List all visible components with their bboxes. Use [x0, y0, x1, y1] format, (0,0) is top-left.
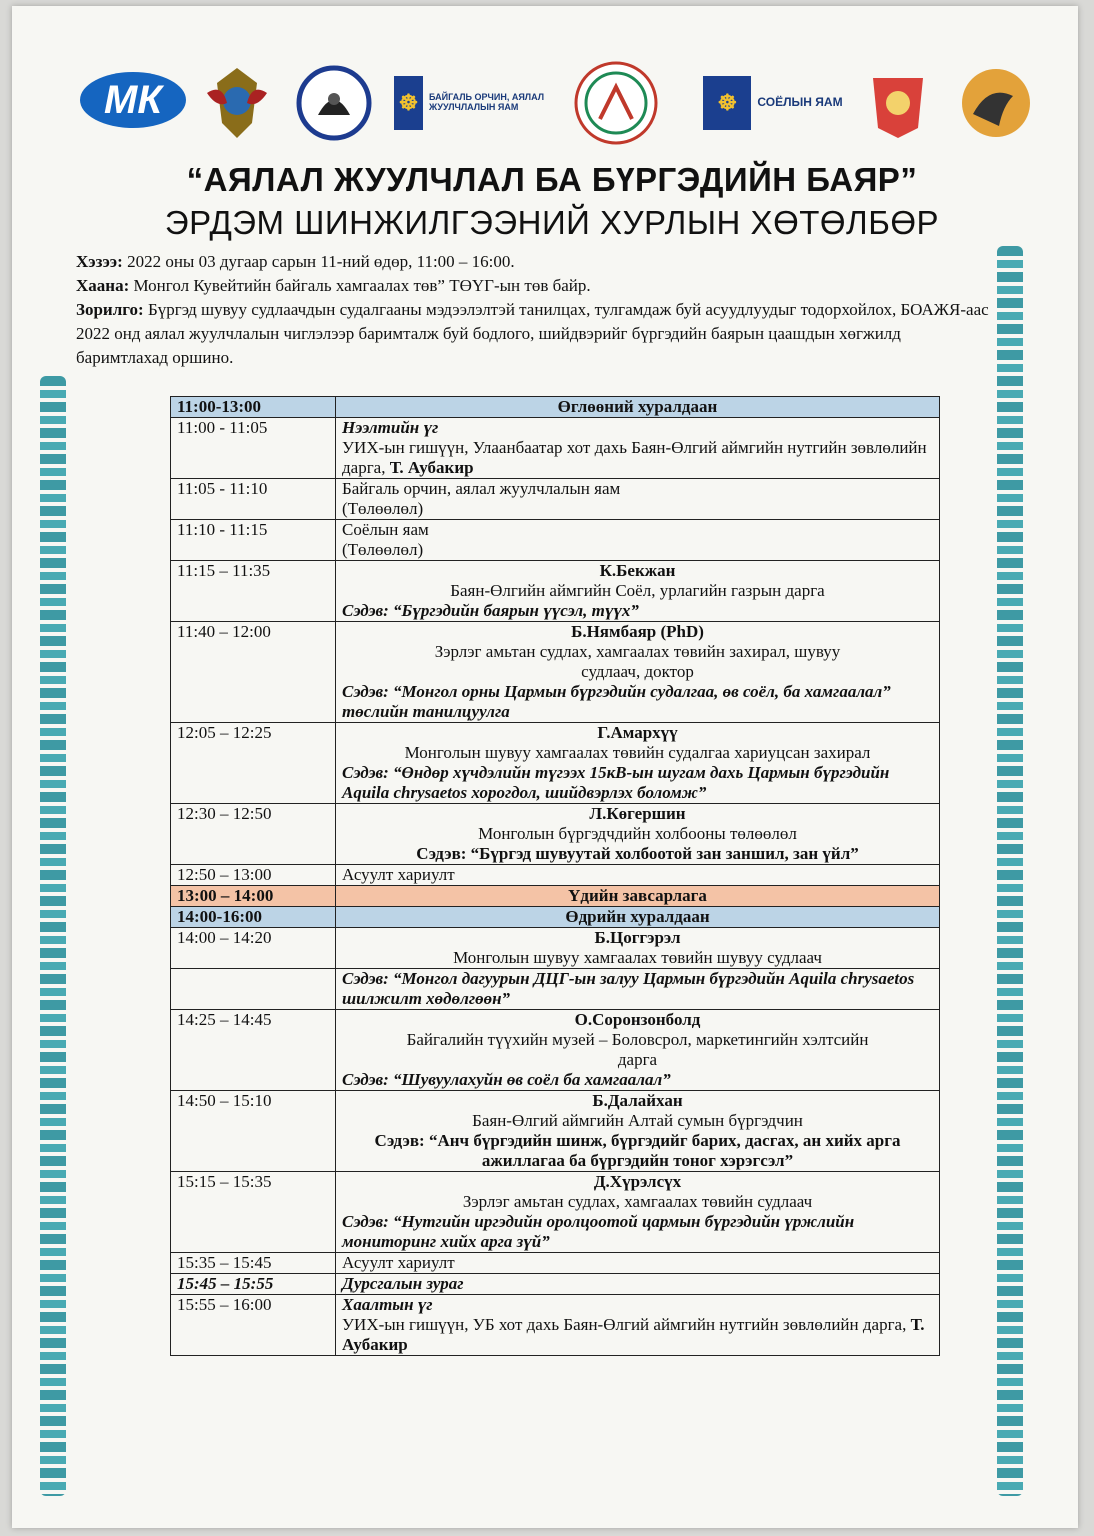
police-emblem-icon: [202, 58, 272, 148]
table-row: 12:50 – 13:00 Асуулт хариулт: [171, 865, 940, 886]
table-row: 15:55 – 16:00 Хаалтын үг УИХ-ын гишүүн, УБ хот дахь Баян-Өлгий аймгийн нутгийн зөвлөлийн дарга, Т. Аубакир: [171, 1295, 940, 1356]
when-line: Хэзээ: 2022 оны 03 дугаар сарын 11-ний өдөр, 11:00 – 16:00.: [76, 252, 515, 271]
session-header-row: 14:00-16:00 Өдрийн хуралдаан: [171, 907, 940, 928]
table-row: 11:40 – 12:00 Б.Нямбаяр (PhD) Зэрлэг амьтан судлах, хамгаалах төвийн захирал, шувуу судлаач, доктор Сэдэв: “Монгол орны Цармын бүргэдийн судалгаа, өв соёл, ба хамгаалал” төслийн танилцуулга: [171, 622, 940, 723]
table-row: 11:15 – 11:35 К.Бекжан Баян-Өлгийн аймгийн Соёл, урлагийн газрын дарга Сэдэв: “Бүргэдийн баярын үүсэл, түүх”: [171, 561, 940, 622]
table-row: 15:35 – 15:45 Асуулт хариулт: [171, 1253, 940, 1274]
environment-ministry-logo: ☸ БАЙГАЛЬ ОРЧИН, АЯЛАЛ ЖУУЛЧЛАЛЫН ЯАМ: [394, 58, 554, 148]
eagle-festival-logo: [958, 58, 1034, 148]
session-header-row: 11:00-13:00 Өглөөний хуралдаан: [171, 397, 940, 418]
program-sheet: [12, 6, 1078, 1528]
page-subtitle: ЭРДЭМ ШИНЖИЛГЭЭНИЙ ХУРЛЫН ХӨТӨЛБӨР: [164, 204, 940, 241]
table-row: 11:05 - 11:10 Байгаль орчин, аялал жуулчлалын яам (Төлөөлөл): [171, 479, 940, 520]
ornament-border-left: [40, 376, 66, 1496]
mk-logo: МК: [80, 72, 186, 128]
culture-ministry-logo: ☸ СОЁЛЫН ЯАМ: [698, 58, 848, 148]
table-row: 14:25 – 14:45 О.Соронзонболд Байгалийн түүхийн музей – Боловсрол, маркетингийн хэлтсийн дарга Сэдэв: “Шувуулахуйн өв соёл ба хамгаалал”: [171, 1010, 940, 1091]
logo-row: [72, 58, 1032, 154]
page-title: “АЯЛАЛ ЖУУЛЧЛАЛ БА БҮРГЭДИЙН БАЯР”: [186, 161, 918, 198]
table-row: Сэдэв: “Монгол дагуурын ДЦГ-ын залуу Цармын бүргэдийн Aquila chrysaetos шилжилт хөдөлгөөн”: [171, 969, 940, 1010]
lunch-break-row: 13:00 – 14:00 Үдийн завсарлага: [171, 886, 940, 907]
ornament-border-right: [997, 246, 1023, 1496]
soyombo-icon: ☸: [703, 76, 751, 130]
table-row: 12:05 – 12:25 Г.Амархүү Монголын шувуу хамгаалах төвийн судалгаа хариуцсан захирал Сэдэв: “Өндөр хүчдэлийн түгээх 15кВ-ын шугам дахь Цармын бүргэдийн Aquila chrysaetos хорогдол, шийдвэрлэх боломж”: [171, 723, 940, 804]
table-row: 11:10 - 11:15 Соёлын яам (Төлөөлөл): [171, 520, 940, 561]
goal-line: Зорилго: Бүргэд шувуу судлаачдын судалгааны мэдээлэлтэй танилцах, тулгамдаж буй асуудлуудыг тодорхойлох, БОАЖЯ-аас 2022 онд аялал жуулчлалын чиглэлээр баримталж буй бодлого, шийдвэрийг бүргэдийн баярын цаашдын хөгжилд баримтлахад оршино.: [76, 300, 989, 367]
where-line: Хаана: Монгол Кувейтийн байгаль хамгаалах төв” ТӨҮГ-ын төв байр.: [76, 276, 591, 295]
table-row: 14:50 – 15:10 Б.Далайхан Баян-Өлгий аймгийн Алтай сумын бүргэдчин Сэдэв: “Анч бүргэдийн шинж, бүргэдийг барих, дасгах, ан хийх арга ажиллагаа ба бүргэдийн тоног хэрэгсэл”: [171, 1091, 940, 1172]
bayan-olgii-logo: [570, 58, 662, 148]
table-row: 14:00 – 14:20 Б.Цоггэрэл Монголын шувуу хамгаалах төвийн шувуу судлаач: [171, 928, 940, 969]
table-row: 15:45 – 15:55 Дурсгалын зураг: [171, 1274, 940, 1295]
schedule-table: [170, 396, 940, 1356]
table-row: 12:30 – 12:50 Л.Көгершин Монголын бүргэдчдийн холбооны төлөөлөл Сэдэв: “Бүргэд шувуутай холбоотой зан заншил, зан үйл”: [171, 804, 940, 865]
kazakh-emblem-icon: [862, 58, 934, 148]
intro-block: [76, 250, 996, 370]
table-row: 11:00 - 11:05 Нээлтийн үг УИХ-ын гишүүн, Улаанбаатар хот дахь Баян-Өлгий аймгийн нутгийн зөвлөлийн дарга, Т. Аубакир: [171, 418, 940, 479]
soyombo-icon: ☸: [394, 76, 423, 130]
table-row: 15:15 – 15:35 Д.Хүрэлсүх Зэрлэг амьтан судлах, хамгаалах төвийн судлаач Сэдэв: “Нутгийн иргэдийн оролцоотой цармын бүргэдийн үржлийн мониторинг хийх арга зүй”: [171, 1172, 940, 1253]
eagle-association-logo: [294, 58, 374, 148]
